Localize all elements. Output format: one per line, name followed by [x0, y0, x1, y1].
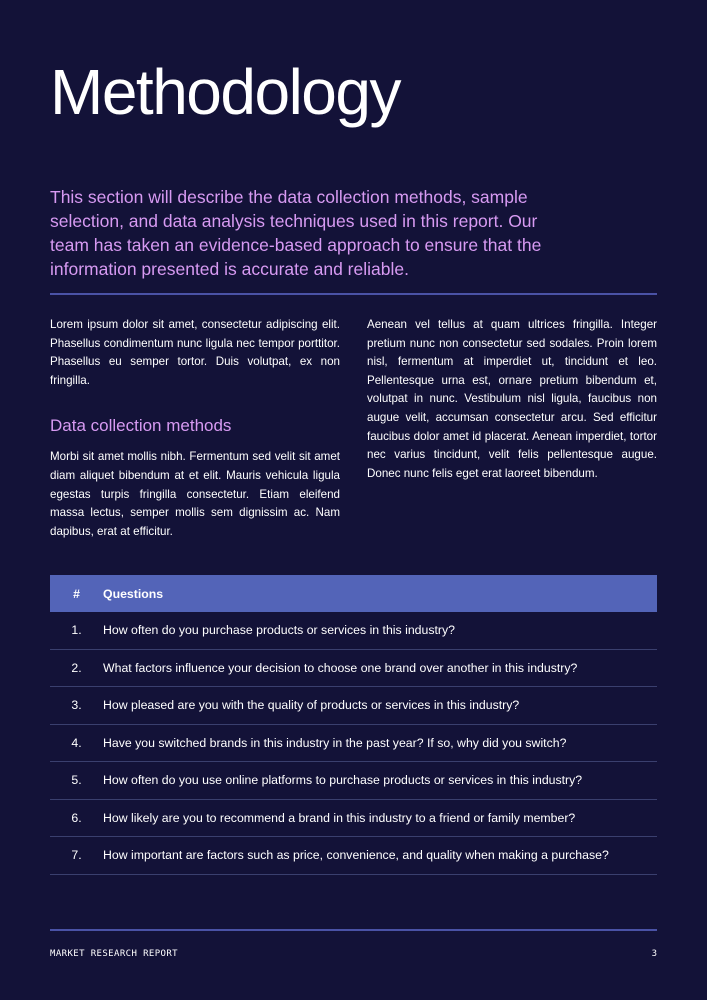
row-question: How likely are you to recommend a brand in this industry to a friend or family member? [103, 799, 657, 837]
left-paragraph-1: Lorem ipsum dolor sit amet, consectetur adipiscing elit. Phasellus condimentum nunc ligula nec tempor porttitor. Phasellus eu semper tortor. Duis volutpat, ex non fringilla. [50, 318, 340, 387]
left-paragraph-2: Morbi sit amet mollis nibh. Fermentum sed velit sit amet diam aliquet bibendum at et elit. Mauris vehicula ligula egestas turpis fringilla consectetur. Etiam eleifend massa lectus, semper mollis sem dignissim ac. Nam dapibus, erat at efficitur. [50, 450, 340, 538]
table-row [50, 799, 657, 837]
table-row [50, 687, 657, 725]
table-row [50, 762, 657, 800]
table-header-row [50, 575, 657, 612]
row-number: 3. [50, 687, 103, 725]
row-number: 2. [50, 649, 103, 687]
section-subheading: Data collection methods [50, 416, 232, 436]
row-number: 6. [50, 799, 103, 837]
row-question: How often do you purchase products or services in this industry? [103, 612, 657, 649]
table-row [50, 649, 657, 687]
page-title: Methodology [50, 56, 400, 128]
page-number: 3 [651, 949, 657, 959]
row-number: 4. [50, 724, 103, 762]
table-row [50, 837, 657, 875]
questions-table [50, 575, 657, 875]
right-column [367, 316, 657, 483]
row-number: 7. [50, 837, 103, 875]
top-divider [50, 293, 657, 295]
right-paragraph-1: Aenean vel tellus at quam ultrices fringilla. Integer pretium nunc non consectetur sed sodales. Proin lorem nisl, fermentum at imperdiet ut, tincidunt et leo. Pellentesque urna est, ornare pretium bibendum et, volutpat in nunc. Vestibulum nisl ligula, faucibus non augue velit, accumsan consectetur arcu. Sed efficitur faucibus dolor amet id placerat. Aenean imperdiet, tortor nec varius tincidunt, velit felis pellentesque augue. Donec nunc felis eget erat laoreet bibendum. [367, 318, 657, 480]
intro-paragraph: This section will describe the data collection methods, sample selection, and data analysis techniques used in this report. Our team has taken an evidence-based approach to ensure that the information presented is accurate and reliable. [50, 187, 542, 279]
row-question: What factors influence your decision to choose one brand over another in this industry? [103, 649, 657, 687]
row-question: How pleased are you with the quality of products or services in this industry? [103, 687, 657, 725]
row-question: How often do you use online platforms to purchase products or services in this industry? [103, 762, 657, 800]
footer-divider [50, 929, 657, 931]
header-questions: Questions [103, 575, 657, 612]
row-number: 1. [50, 612, 103, 649]
header-number: # [50, 575, 103, 612]
left-column [50, 316, 340, 541]
row-number: 5. [50, 762, 103, 800]
row-question: How important are factors such as price, convenience, and quality when making a purchase? [103, 837, 657, 875]
footer-label: MARKET RESEARCH REPORT [50, 949, 179, 959]
table-row [50, 612, 657, 649]
table-row [50, 724, 657, 762]
row-question: Have you switched brands in this industry in the past year? If so, why did you switch? [103, 724, 657, 762]
